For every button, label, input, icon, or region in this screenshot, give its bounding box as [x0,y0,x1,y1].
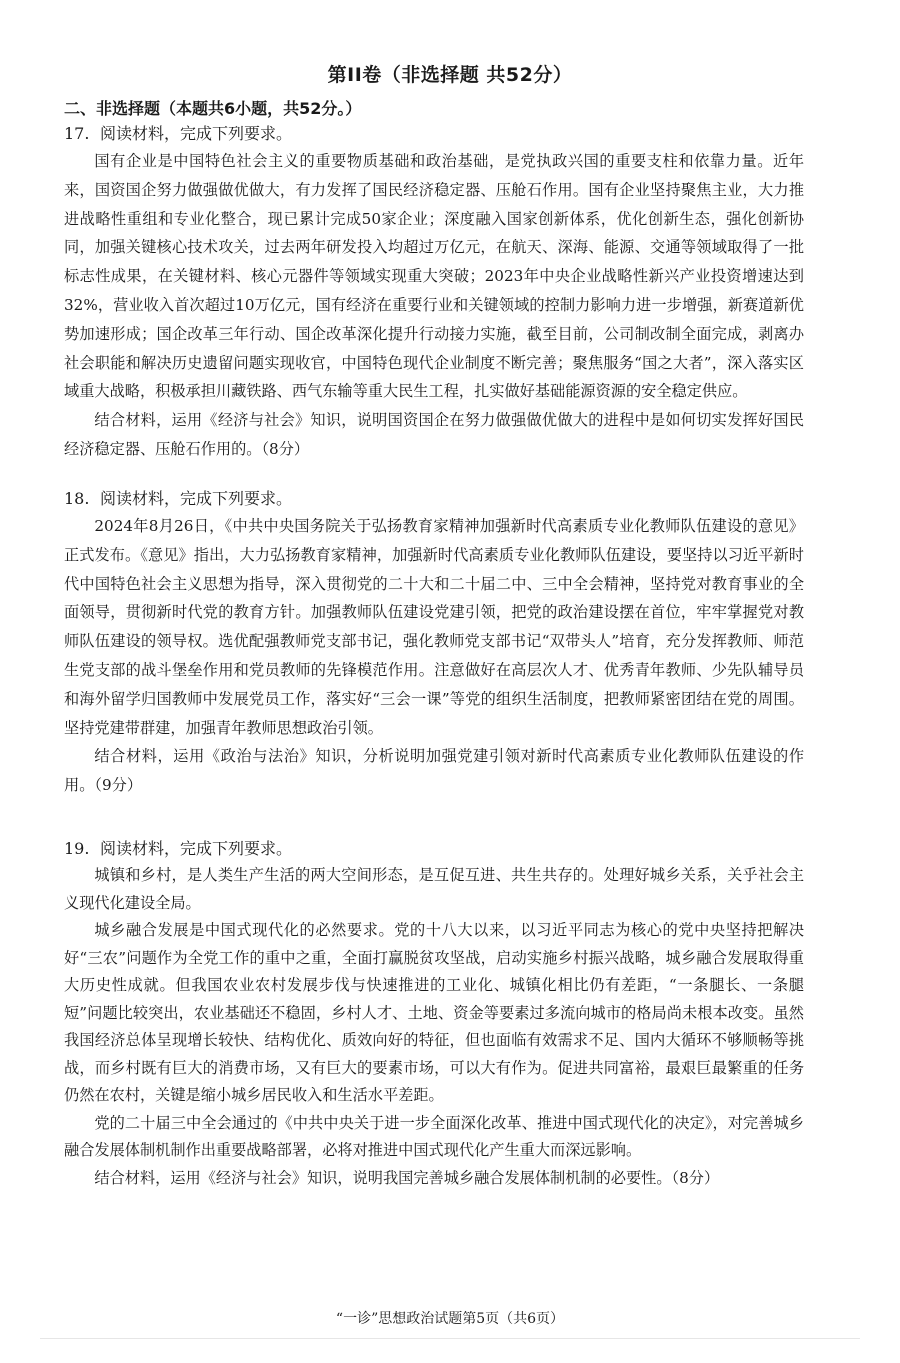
question-instruction: 阅读材料，完成下列要求。 [100,124,293,143]
footer-divider [40,1338,860,1339]
question-number: 19. [64,839,90,858]
question-19 [64,836,804,1192]
question-number: 18. [64,489,90,508]
question-instruction: 阅读材料，完成下列要求。 [100,489,293,508]
page-footer: “一诊”思想政治试题第5页（共6页） [335,1311,565,1327]
question-header [64,836,804,862]
part-heading: 二、非选择题（本题共6小题，共52分。） [64,99,362,118]
question-prompt: 结合材料，运用《政治与法治》知识，分析说明加强党建引领对新时代高素质专业化教师队伍建设的作用。（9分） [64,747,804,795]
material-paragraph: 国有企业是中国特色社会主义的重要物质基础和政治基础，是党执政兴国的重要支柱和依靠力量。近年来，国资国企努力做强做优做大，有力发挥了国民经济稳定器、压舱石作用。国有企业坚持聚焦主业，大力推进战略性重组和专业化整合，现已累计完成50家企业；深度融入国家创新体系，优化创新生态，强化创新协同，加强关键核心技术攻关，过去两年研发投入均超过万亿元，在航天、深海、能源、交通等领域取得了一批标志性成果，在关键材料、核心元器件等领域实现重大突破；2023年中央企业战略性新兴产业投资增速达到32%，营业收入首次超过10万亿元，国有经济在重要行业和关键领域的控制力影响力进一步增强，新赛道新优势加速形成；国企改革三年行动、国企改革深化提升行动接力实施，截至目前，公司制改制全面完成，剥离办社会职能和解决历史遗留问题实现收官，中国特色现代企业制度不断完善；聚焦服务“国之大者”，深入落实区域重大战略，积极承担川藏铁路、西气东输等重大民生工程，扎实做好基础能源资源的安全稳定供应。 [64,152,804,401]
question-header [64,121,804,147]
material-paragraph: 党的二十届三中全会通过的《中共中央关于进一步全面深化改革、推进中国式现代化的决定》，对完善城乡融合发展体制机制作出重要战略部署，必将对推进中国式现代化产生重大而深远影响。 [64,1113,804,1159]
question-number: 17. [64,124,90,143]
question-prompt: 结合材料，运用《经济与社会》知识，说明国资国企在努力做强做优做大的进程中是如何切实发挥好国民经济稳定器、压舱石作用的。（8分） [64,411,804,458]
question-instruction: 阅读材料，完成下列要求。 [100,839,293,858]
question-prompt: 结合材料，运用《经济与社会》知识，说明我国完善城乡融合发展体制机制的必要性。（8分） [94,1168,720,1187]
question-header [64,486,804,512]
material-paragraph: 城乡融合发展是中国式现代化的必然要求。党的十八大以来，以习近平同志为核心的党中央坚持把解决好“三农”问题作为全党工作的重中之重，全面打赢脱贫攻坚战，启动实施乡村振兴战略，城乡融合发展取得重大历史性成就。但我国农业农村发展步伐与快速推进的工业化、城镇化相比仍有差距，“一条腿长、一条腿短”问题比较突出，农业基础还不稳固，乡村人才、土地、资金等要素过多流向城市的格局尚未根本改变。虽然我国经济总体呈现增长较快、结构优化、质效向好的特征，但也面临有效需求不足、国内大循环不够顺畅等挑战，而乡村既有巨大的消费市场，又有巨大的要素市场，可以大有作为。促进共同富裕，最艰巨最繁重的任务仍然在农村，关键是缩小城乡居民收入和生活水平差距。 [64,921,804,1104]
material-paragraph: 2024年8月26日，《中共中央国务院关于弘扬教育家精神加强新时代高素质专业化教师队伍建设的意见》正式发布。《意见》指出，大力弘扬教育家精神，加强新时代高素质专业化教师队伍建设，要坚持以习近平新时代中国特色社会主义思想为指导，深入贯彻党的二十大和二十届二中、三中全会精神，坚持党对教育事业的全面领导，贯彻新时代党的教育方针。加强教师队伍建设党建引领，把党的政治建设摆在首位，牢牢掌握党对教师队伍建设的领导权。选优配强教师党支部书记，强化教师党支部书记“双带头人”培育，充分发挥教师、师范生党支部的战斗堡垒作用和党员教师的先锋模范作用。注意做好在高层次人才、优秀青年教师、少先队辅导员和海外留学归国教师中发展党员工作，落实好“三会一课”等党的组织生活制度，把教师紧密团结在党的周围。坚持党建带群建，加强青年教师思想政治引领。 [64,517,804,737]
question-18 [64,486,804,800]
material-paragraph: 城镇和乡村，是人类生产生活的两大空间形态，是互促互进、共生共存的。处理好城乡关系，关乎社会主义现代化建设全局。 [64,866,804,912]
question-17 [64,121,804,464]
section-title: 第II卷（非选择题 共52分） [327,64,573,86]
